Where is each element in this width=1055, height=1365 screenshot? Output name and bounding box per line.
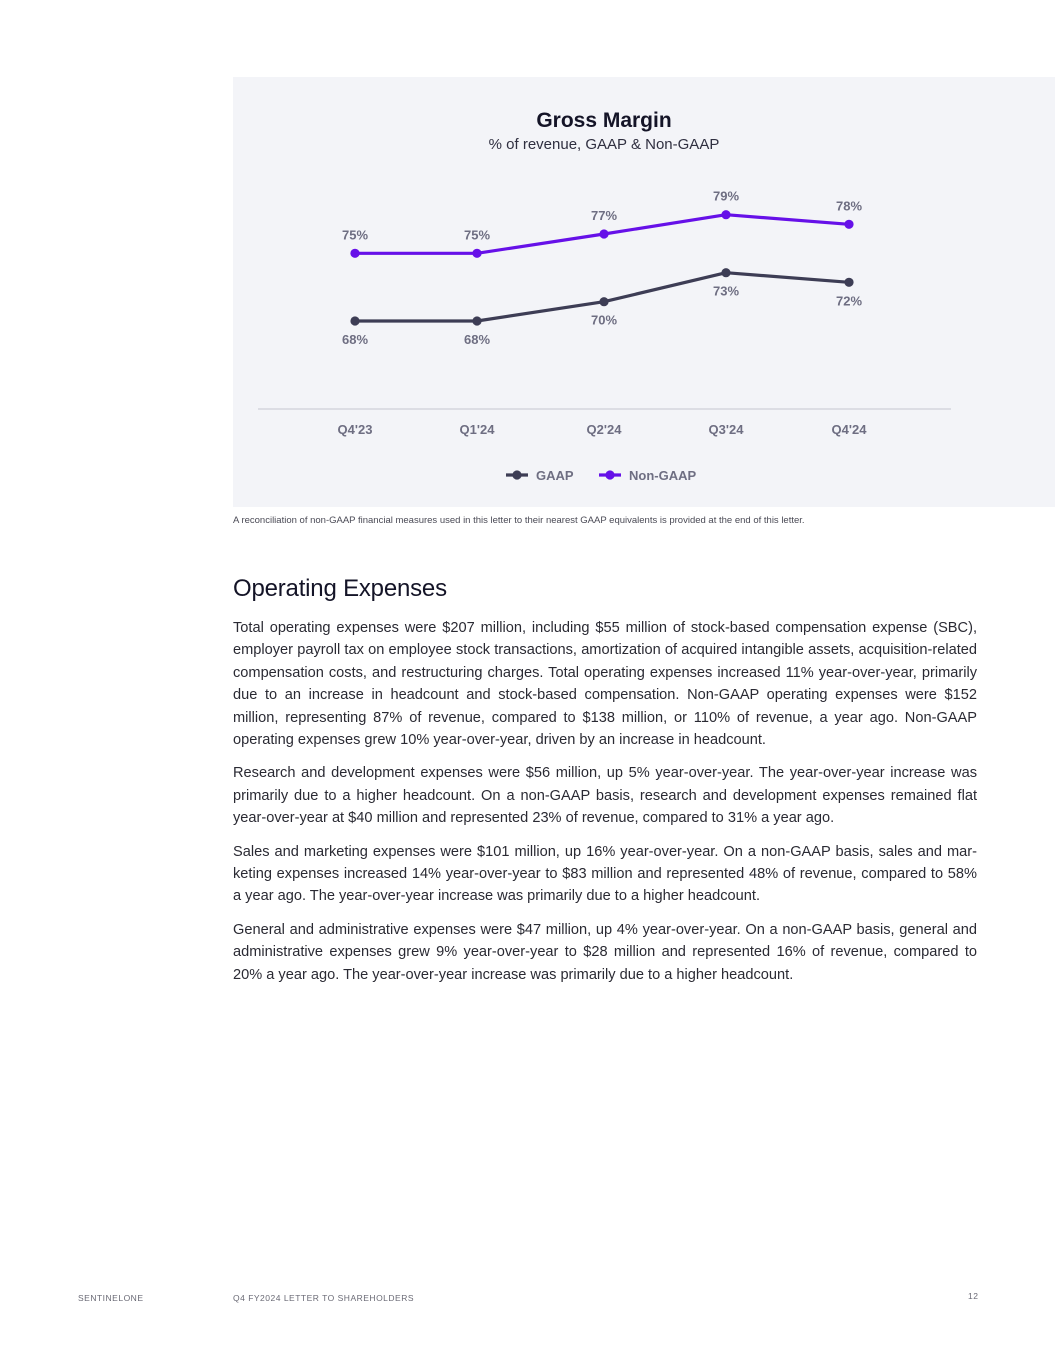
legend-marker xyxy=(512,470,521,479)
data-label: 73% xyxy=(712,283,740,299)
data-label: 70% xyxy=(590,312,618,328)
data-label: 79% xyxy=(712,188,740,204)
data-label: 68% xyxy=(341,332,369,347)
data-label: 68% xyxy=(463,332,491,347)
page-number: 12 xyxy=(968,1291,979,1301)
legend-label-non-gaap: Non-GAAP xyxy=(629,468,697,483)
chart-title: Gross Margin xyxy=(536,109,672,132)
footer-company: SENTINELONE xyxy=(78,1293,144,1303)
data-point xyxy=(721,268,730,277)
data-point xyxy=(350,249,359,258)
data-point xyxy=(599,297,608,306)
data-label: 75% xyxy=(341,227,369,243)
x-tick-label: Q2'24 xyxy=(586,422,622,437)
data-point xyxy=(599,229,608,238)
x-tick-label: Q1'24 xyxy=(459,422,495,437)
data-label: 75% xyxy=(463,227,491,243)
data-point xyxy=(472,249,481,258)
data-label: 78% xyxy=(835,198,863,214)
reconciliation-footnote: A reconciliation of non-GAAP financial measures used in this letter to their nearest GAAP equivalents is provided at the end of this letter. xyxy=(233,515,805,526)
legend-label-gaap: GAAP xyxy=(536,468,574,483)
paragraph-rnd: Research and development expenses were $56 million, up 5% year-over-year. The year-over-year increase was primarily due to a higher headcount. On a non-GAAP basis, research and development expenses remained flat year-over-year at $40 million and represented 23% of revenue, compared to 31% a year ago. xyxy=(233,765,977,827)
data-label: 77% xyxy=(590,208,618,223)
x-tick-label: Q4'23 xyxy=(337,422,373,437)
data-point xyxy=(472,316,481,325)
legend-marker xyxy=(605,470,614,479)
section-body xyxy=(233,617,977,997)
x-tick-label: Q4'24 xyxy=(831,422,867,437)
data-label: 72% xyxy=(835,293,863,309)
gross-margin-chart xyxy=(233,77,1055,507)
paragraph-total-opex: Total operating expenses were $207 million, including $55 million of stock-based compensation expense (SBC), employer payroll tax on employee stock transactions, amortization of acquired intangible assets, acquisition-related compensation costs, and restructuring charges. Total operating expenses increased 11% year-over-year, primarily due to an increase in headcount and stock-based compensation. Non-GAAP operating expenses were $152 million, representing 87% of revenue, compared to $138 million, or 110% of revenue, a year ago. Non-GAAP operating expenses grew 10% year-over-year, driven by an increase in headcount. xyxy=(233,620,977,749)
x-tick-label: Q3'24 xyxy=(708,422,744,437)
paragraph-g-and-a: General and administrative expenses were $47 million, up 4% year-over-year. On a non-GAAP basis, general and administrative expenses grew 9% year-over-year to $28 million and represented 16% of revenue, compared to 20% a year ago. The year-over-year increase was primarily due to a higher headcount. xyxy=(233,921,977,983)
paragraph-sales-marketing: Sales and marketing expenses were $101 million, up 16% year-over-year. On a non-GAAP basis, sales and marketing expenses increased 14% year-over-year to $83 million and represented 48% of revenue, compared to 58% a year ago. The year-over-year increase was primarily due to a higher headcount. xyxy=(233,843,977,905)
chart-subtitle: % of revenue, GAAP & Non-GAAP xyxy=(488,136,720,153)
chart-plot xyxy=(233,77,1055,507)
data-point xyxy=(844,220,853,229)
data-point xyxy=(844,278,853,287)
footer-doc-title: Q4 FY2024 LETTER TO SHAREHOLDERS xyxy=(233,1293,415,1303)
data-point xyxy=(350,316,359,325)
section-heading: Operating Expenses xyxy=(233,575,447,602)
data-point xyxy=(721,210,730,219)
